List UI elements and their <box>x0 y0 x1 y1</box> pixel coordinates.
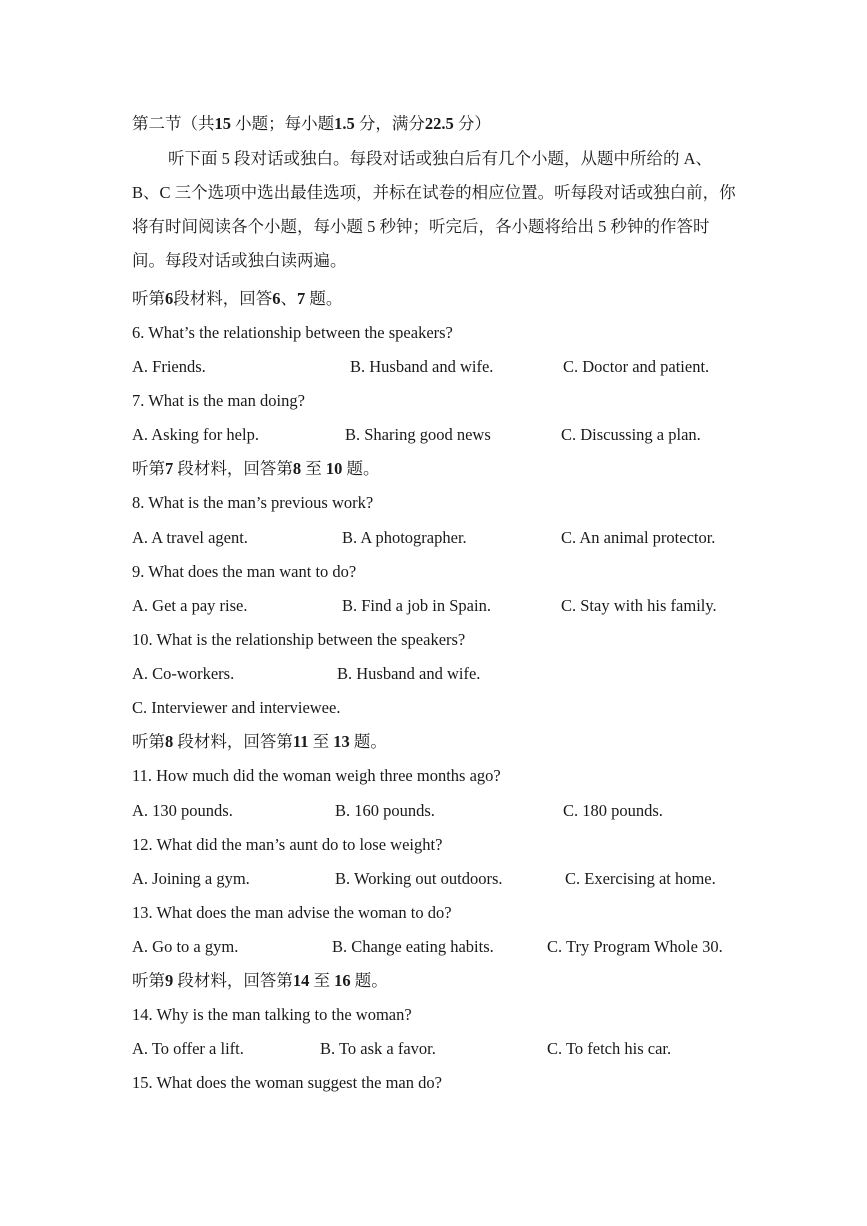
option-8a: A. A travel agent. <box>132 528 248 547</box>
option-14c: C. To fetch his car. <box>547 1039 672 1058</box>
material-6-heading: 听第6段材料，回答6、7 题。 <box>132 289 343 308</box>
option-11a: A. 130 pounds. <box>132 801 233 820</box>
option-12b: B. Working out outdoors. <box>335 869 503 888</box>
question-11: 11. How much did the woman weigh three months ago? <box>132 766 501 785</box>
option-9b: B. Find a job in Spain. <box>342 596 491 615</box>
option-10b: B. Husband and wife. <box>337 664 481 683</box>
option-6c: C. Doctor and patient. <box>563 357 710 376</box>
question-10: 10. What is the relationship between the speakers? <box>132 630 466 649</box>
option-14a: A. To offer a lift. <box>132 1039 244 1058</box>
option-7c: C. Discussing a plan. <box>561 425 701 444</box>
option-12a: A. Joining a gym. <box>132 869 250 888</box>
question-7: 7. What is the man doing? <box>132 391 305 410</box>
question-14: 14. Why is the man talking to the woman? <box>132 1005 412 1024</box>
question-13: 13. What does the man advise the woman to do? <box>132 903 452 922</box>
option-7a: A. Asking for help. <box>132 425 259 444</box>
option-10c: C. Interviewer and interviewee. <box>132 698 341 717</box>
option-11b: B. 160 pounds. <box>335 801 435 820</box>
question-8: 8. What is the man’s previous work? <box>132 493 374 512</box>
option-13c: C. Try Program Whole 30. <box>547 937 723 956</box>
option-14b: B. To ask a favor. <box>320 1039 436 1058</box>
material-7-heading: 听第7 段材料，回答第8 至 10 题。 <box>132 459 380 478</box>
instructions: 听下面 5 段对话或独白。每段对话或独白后有几个小题，从题中所给的 A、B、C 三个选项中选出最佳选项，并标在试卷的相应位置。听每段对话或独白前，你将有时间阅读各个小题，每小题 5 秒钟；听完后，各小题将给出 5 秒钟的作答时间。每段对话或独白读两遍。 <box>132 149 736 270</box>
option-7b: B. Sharing good news <box>345 425 491 444</box>
option-8c: C. An animal protector. <box>561 528 716 547</box>
option-12c: C. Exercising at home. <box>565 869 716 888</box>
material-9-heading: 听第9 段材料，回答第14 至 16 题。 <box>132 971 388 990</box>
question-9: 9. What does the man want to do? <box>132 562 357 581</box>
question-12: 12. What did the man’s aunt do to lose weight? <box>132 835 443 854</box>
option-9c: C. Stay with his family. <box>561 596 717 615</box>
option-11c: C. 180 pounds. <box>563 801 663 820</box>
option-13b: B. Change eating habits. <box>332 937 494 956</box>
section-heading: 第二节（共15 小题；每小题1.5 分，满分22.5 分） <box>132 114 491 133</box>
option-13a: A. Go to a gym. <box>132 937 239 956</box>
option-10a: A. Co-workers. <box>132 664 235 683</box>
question-6: 6. What’s the relationship between the speakers? <box>132 323 453 342</box>
material-8-heading: 听第8 段材料，回答第11 至 13 题。 <box>132 732 387 751</box>
option-8b: B. A photographer. <box>342 528 467 547</box>
option-6a: A. Friends. <box>132 357 206 376</box>
question-15: 15. What does the woman suggest the man do? <box>132 1073 442 1092</box>
option-9a: A. Get a pay rise. <box>132 596 248 615</box>
option-6b: B. Husband and wife. <box>350 357 494 376</box>
